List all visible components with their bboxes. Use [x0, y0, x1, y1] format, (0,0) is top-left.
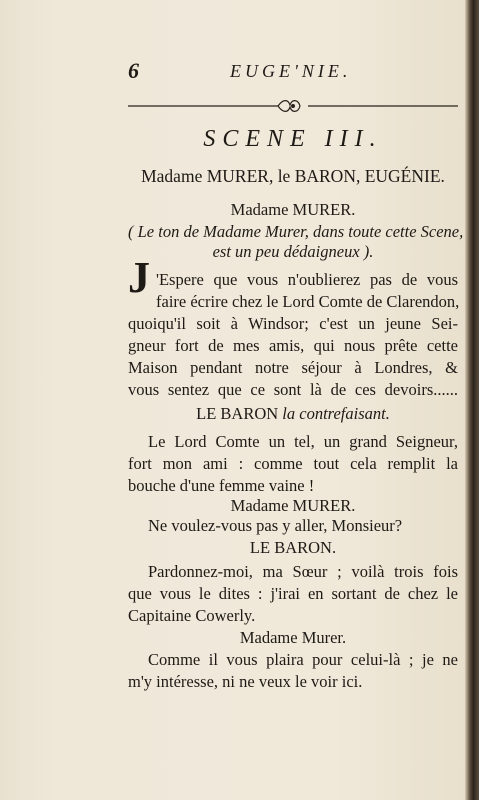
- speaker-label: Madame Murer.: [239, 628, 347, 647]
- drop-cap: J: [128, 253, 150, 302]
- speaker-label: [128, 404, 458, 424]
- text-line: Ne voulez-vous pas y aller, Monsieur?: [148, 516, 403, 535]
- text-line: Capitaine Cowerly.: [128, 606, 256, 625]
- speaker-name: LE BARON: [196, 404, 279, 423]
- text-line: que vous le dites : j'irai en sortant de chez le: [128, 584, 458, 603]
- speaker-label: Madame MURER.: [230, 200, 356, 219]
- page-header: [128, 58, 458, 86]
- text-line: vous sentez que ce sont là de ces devoirs......: [128, 380, 458, 399]
- decorative-rule-ornament: [128, 95, 458, 117]
- speaker-label: Madame MURER.: [230, 496, 356, 515]
- speaker-label: LE BARON.: [249, 538, 337, 557]
- text-line: m'y intéresse, ni ne veux le voir ici.: [128, 672, 363, 691]
- text-line: Le Lord Comte un tel, un grand Seigneur,: [148, 432, 458, 451]
- text-line: Pardonnez-moi, ma Sœur ; voilà trois fois: [148, 562, 458, 581]
- stage-direction: la contrefaisant.: [282, 404, 390, 423]
- text-line: quoiqu'il soit à Windsor; c'est un jeune Sei-: [128, 314, 458, 333]
- stage-direction: est un peu dédaigneux ).: [212, 242, 374, 261]
- text-line: faire écrire chez le Lord Comte de Clarendon,: [156, 292, 460, 311]
- text-line: gneur fort de mes amis, qui nous prête cette: [128, 336, 458, 355]
- text-line: Comme il vous plaira pour celui-là ; je ne: [148, 650, 458, 669]
- running-title: EUGE'NIE.: [230, 61, 352, 81]
- text-line: 'Espere que vous n'oublierez pas de vous: [156, 270, 458, 289]
- stage-direction: ( Le ton de Madame Murer, dans toute cette Scene,: [128, 222, 464, 241]
- text-line: fort mon ami : comme tout cela remplit la: [128, 454, 458, 473]
- page-gutter-shadow: [465, 0, 479, 800]
- scene-title: SCENE III.: [203, 126, 383, 152]
- characters-list: Madame MURER, le BARON, EUGÉNIE.: [141, 166, 445, 186]
- text-line: Maison pendant notre séjour à Londres, &: [128, 358, 458, 377]
- page-number: 6: [128, 58, 139, 83]
- text-line: bouche d'une femme vaine !: [128, 476, 315, 495]
